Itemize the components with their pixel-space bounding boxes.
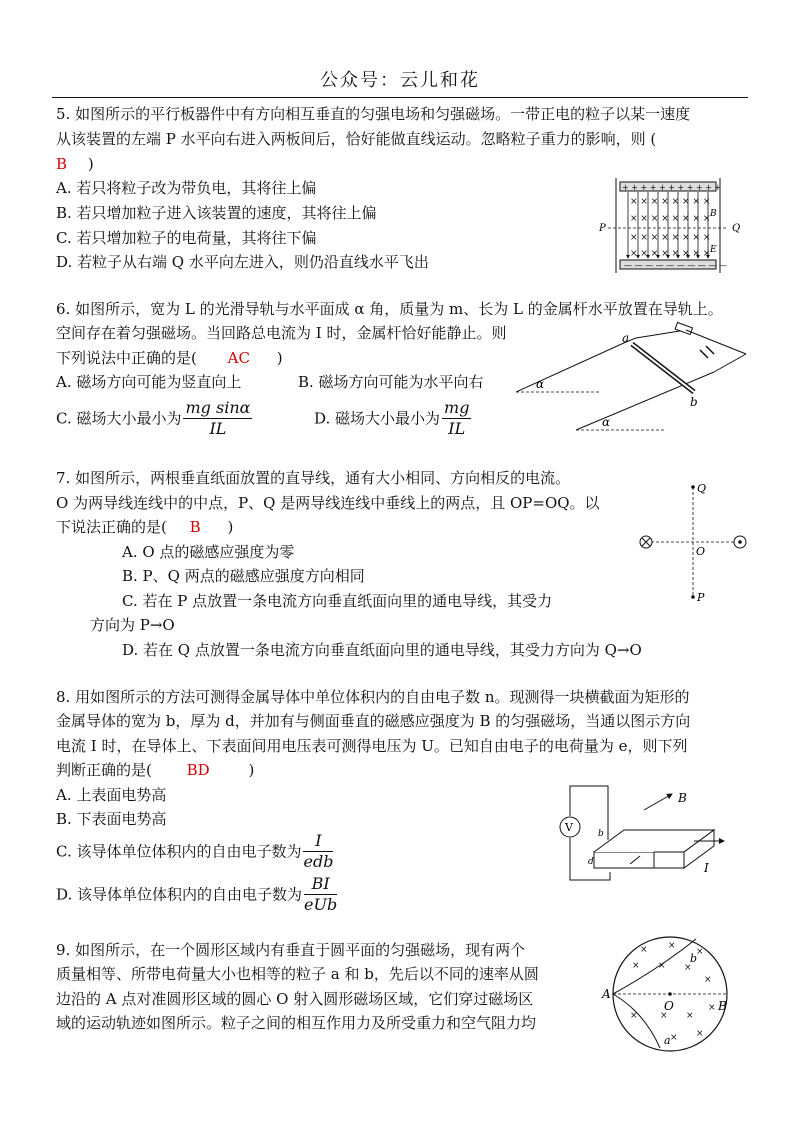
svg-text:×: × — [640, 945, 648, 955]
q9-fig-b-point: B — [718, 999, 727, 1013]
svg-text:×: × — [696, 947, 704, 957]
header-rule — [52, 97, 748, 98]
q6-fig-alpha1: α — [536, 377, 545, 391]
q7-close: ) — [227, 518, 234, 536]
q5-line1: 5. 如图所示的平行板器件中有方向相互垂直的匀强电场和匀强磁场。一带正电的粒子以某一速度 — [56, 105, 691, 123]
q9-line4: 域的运动轨迹如图所示。粒子之间的相互作用力及所受重力和空气阻力均 — [56, 1014, 537, 1032]
q8-c-den: edb — [303, 852, 334, 871]
svg-text:×: × — [708, 1003, 716, 1013]
q8-line3: 电流 I 时，在导体上、下表面间用电压表可测得电压为 U。已知自由电子的电荷量为 e，则下列 — [56, 737, 688, 755]
q9-fig-o: O — [664, 999, 674, 1013]
q6-d-num: mg — [444, 398, 470, 417]
svg-text:×: × — [686, 1011, 694, 1021]
svg-text:×: × — [668, 941, 676, 951]
q5-answer: B — [56, 155, 68, 173]
svg-text:×: × — [630, 1011, 638, 1021]
svg-text:× × × × × × × ×: × × × × × × × × — [630, 233, 711, 243]
q7-line2: O 为两导线连线中的中点，P、Q 是两导线连线中垂线上的两点，且 OP=OQ。以 — [56, 494, 600, 512]
q6-line2: 空间存在着匀强磁场。当回路总电流为 I 时，金属杆恰好能静止。则 — [56, 324, 507, 342]
q8-close: ) — [248, 761, 255, 779]
q8-line2: 金属导体的宽为 b，厚为 d，并加有与侧面垂直的磁感应强度为 B 的匀强磁场，当通以图示方向 — [56, 712, 691, 730]
q8-line1: 8. 用如图所示的方法可测得金属导体中单位体积内的自由电子数 n。现测得一块横截面为矩形的 — [56, 688, 690, 706]
q5-option-c: C. 若只增加粒子的电荷量，其将往下偏 — [56, 229, 317, 247]
q8-line4 — [56, 760, 254, 780]
q7-option-d: D. 若在 Q 点放置一条电流方向垂直纸面向里的通电导线，其受力方向为 Q→O — [122, 641, 642, 659]
q9-fig-particle-a: a — [664, 1034, 671, 1047]
q9-fig-particle-b: b — [690, 952, 698, 965]
q6-fig-alpha2: α — [602, 415, 611, 429]
q7-line3 — [56, 517, 233, 537]
q9-line2: 质量相等、所带电荷量大小也相等的粒子 a 和 b，先后以不同的速率从圆 — [56, 965, 539, 983]
svg-text:×: × — [696, 1029, 704, 1039]
q8-hall-effect-figure — [554, 780, 750, 892]
svg-text:×: × — [658, 961, 666, 971]
q6-c-den: IL — [209, 419, 227, 438]
q8-option-c: C. 该导体单位体积内的自由电子数为 $\frac{I}{\text{edb}}$ — [56, 831, 334, 871]
q7-option-c: C. 若在 P 点放置一条电流方向垂直纸面向里的通电导线，其受力 — [122, 592, 553, 610]
q8-answer: BD — [186, 761, 210, 779]
q6-fig-b: b — [690, 395, 698, 409]
page-header: 公众号：云儿和花 — [320, 70, 480, 91]
q7-option-a: A. O 点的磁感应强度为零 — [122, 543, 295, 561]
q6-option-c: C. 磁场大小最小为 $\frac{\text{mg sinα}}{IL}$ — [56, 398, 251, 438]
q8-c-num: I — [303, 831, 333, 852]
q8-option-a: A. 上表面电势高 — [56, 786, 167, 804]
q6-d-den: IL — [448, 419, 466, 438]
q8-prompt: 判断正确的是( — [56, 761, 152, 779]
q6-fig-a: a — [622, 331, 630, 345]
q8-d-den: eUb — [304, 895, 338, 914]
q5-fig-b: B — [710, 209, 717, 219]
svg-text:×: × — [684, 963, 692, 973]
q5-fig-q: Q — [732, 223, 741, 234]
q8-fig-d-thick: d — [588, 857, 594, 867]
q5-parallel-plate-figure — [596, 176, 746, 276]
q7-fig-p: P — [697, 591, 705, 604]
q6-close: ) — [276, 349, 283, 367]
svg-text:×: × — [670, 1033, 678, 1043]
q7-line1: 7. 如图所示，两根垂直纸面放置的直导线，通有大小相同、方向相反的电流。 — [56, 469, 571, 487]
q6-line1: 6. 如图所示，宽为 L 的光滑导轨与水平面成 α 角，质量为 m、长为 L 的金属杆水平放置在导轨上。 — [56, 300, 723, 318]
svg-text:×: × — [632, 961, 640, 971]
q7-two-wires-figure — [630, 475, 760, 607]
svg-text:× × × × × × × ×: × × × × × × × × — [630, 197, 711, 207]
q5-answer-line — [56, 154, 94, 174]
q5-line2: 从该装置的左端 P 水平向右进入两板间后，恰好能做直线运动。忽略粒子重力的影响，则 ( — [56, 130, 657, 148]
svg-text:× × × × × × × ×: × × × × × × × × — [630, 214, 711, 224]
q6-option-d: D. 磁场大小最小为 $\frac{mg}{IL}$ — [314, 398, 470, 438]
q8-fig-b-width: b — [598, 829, 604, 839]
svg-text:×: × — [704, 975, 712, 985]
q5-fig-minus: — — — — — — — — — — — [624, 261, 727, 270]
q5-option-d: D. 若粒子从右端 Q 水平向左进入，则仍沿直线水平飞出 — [56, 253, 429, 271]
q8-option-d: D. 该导体单位体积内的自由电子数为 $\frac{BI}{\text{eUb}}$ — [56, 874, 338, 914]
q8-fig-voltmeter: V — [565, 821, 573, 834]
q9-line3: 边沿的 A 点对准圆形区域的圆心 O 射入圆形磁场区域，它们穿过磁场区 — [56, 990, 534, 1008]
q6-prompt: 下列说法中正确的是( — [56, 349, 197, 367]
q7-option-b: B. P、Q 两点的磁感应强度方向相同 — [122, 567, 365, 585]
svg-text:×: × — [660, 1011, 668, 1021]
q8-fig-i: I — [704, 861, 709, 875]
q7-answer: B — [189, 518, 201, 536]
q7-option-c-cont: 方向为 P→O — [90, 616, 175, 634]
q9-circular-field-figure — [600, 928, 736, 1062]
svg-text:× × × × × × × ×: × × × × × × × × — [630, 249, 711, 259]
q6-option-b: B. 磁场方向可能为水平向右 — [298, 373, 484, 391]
q6-incline-rail-figure — [516, 322, 750, 434]
q9-line1: 9. 如图所示，在一个圆形区域内有垂直于圆平面的匀强磁场，现有两个 — [56, 941, 526, 959]
q8-option-b: B. 下表面电势高 — [56, 810, 167, 828]
q7-fig-q: Q — [697, 482, 707, 495]
q6-option-a: A. 磁场方向可能为竖直向上 — [56, 373, 242, 391]
q7-prompt: 下说法正确的是( — [56, 518, 167, 536]
q6-answer: AC — [227, 349, 250, 367]
q5-option-a: A. 若只将粒子改为带负电，其将往上偏 — [56, 179, 317, 197]
q8-fig-b-field: B — [678, 791, 687, 805]
q6-line3 — [56, 348, 283, 368]
q9-fig-a-point: A — [602, 987, 611, 1001]
q6-c-num: mg sinα — [185, 398, 251, 417]
q5-fig-e: E — [710, 245, 717, 255]
q5-fig-plus: + + + + + + + + + + + — [622, 183, 722, 192]
q5-close: ) — [87, 155, 94, 173]
q7-fig-o: O — [696, 545, 706, 558]
q5-fig-p: P — [599, 223, 606, 234]
q8-d-num: BI — [304, 874, 337, 895]
q5-option-b: B. 若只增加粒子进入该装置的速度，其将往上偏 — [56, 204, 377, 222]
